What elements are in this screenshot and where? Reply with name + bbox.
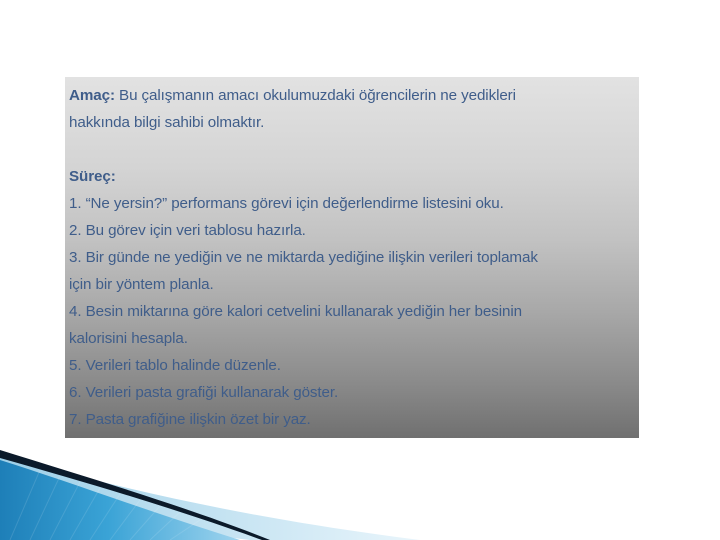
process-step: 7. Pasta grafiğine ilişkin özet bir yaz.: [69, 411, 311, 428]
process-step: 5. Verileri tablo halinde düzenle.: [69, 357, 281, 374]
process-step: kalorisini hesapla.: [69, 330, 188, 347]
process-step: 4. Besin miktarına göre kalori cetvelini kullanarak yediğin her besinin: [69, 303, 522, 320]
process-step: 6. Verileri pasta grafiği kullanarak göster.: [69, 384, 339, 401]
process-label: Süreç:: [69, 168, 116, 185]
aim-text-1: Bu çalışmanın amacı okulumuzdaki öğrencilerin ne yedikleri: [114, 87, 516, 104]
aim-label: Amaç:: [69, 87, 115, 104]
aim-text-2: hakkında bilgi sahibi olmaktır.: [69, 114, 265, 131]
process-step: için bir yöntem planla.: [69, 276, 214, 293]
process-step: 2. Bu görev için veri tablosu hazırla.: [69, 222, 306, 239]
aim-line-1: [69, 82, 633, 109]
process-step: 1. “Ne yersin?” performans görevi için değerlendirme listesini oku.: [69, 195, 504, 212]
corner-decoration: [0, 450, 420, 540]
process-step: 3. Bir günde ne yediğin ve ne miktarda yediğine ilişkin verileri toplamak: [69, 249, 538, 266]
content-box: [65, 77, 639, 438]
paragraph-spacer: [69, 136, 633, 163]
